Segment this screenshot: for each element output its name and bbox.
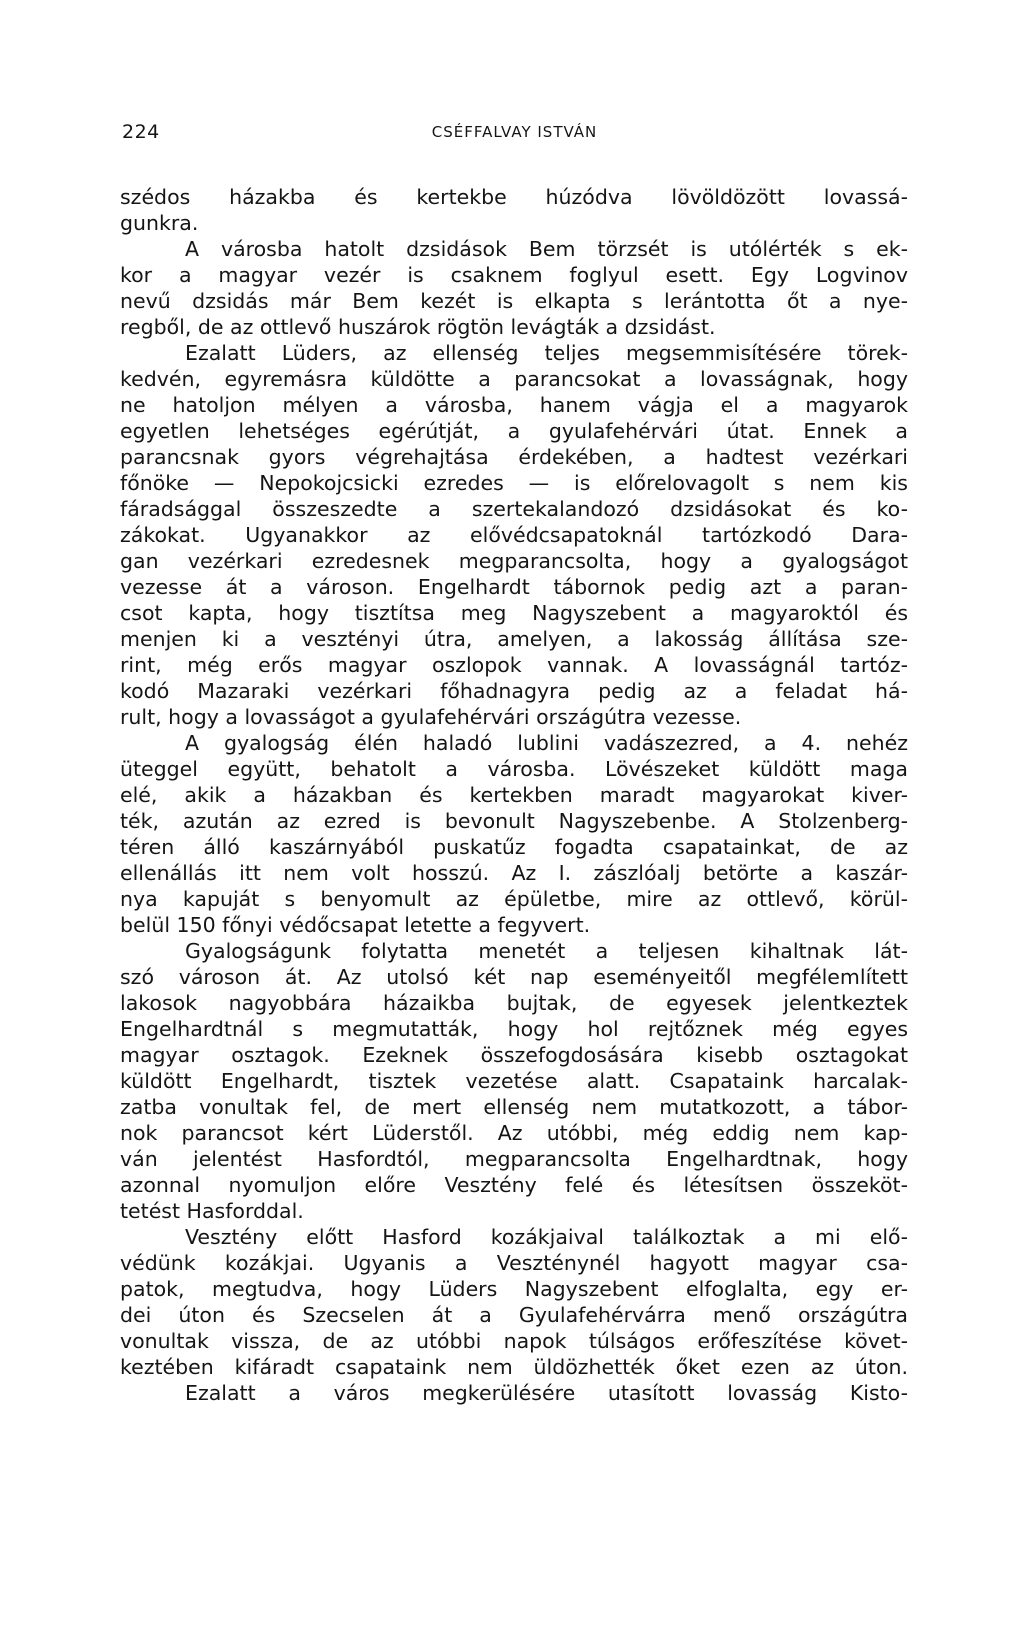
text-line: nya kapuját s benyomult az épületbe, mire az ottlevő, körül- [120, 887, 908, 911]
text-line: elé, akik a házakban és kertekben maradt magyarokat kiver- [120, 783, 908, 807]
text-line: regből, de az ottlevő huszárok rögtön levágták a dzsidást. [120, 315, 716, 339]
text-line: belül 150 főnyi védőcsapat letette a fegyvert. [120, 913, 591, 937]
text-line: fáradsággal összeszedte a szertekalandozó dzsidásokat és ko- [120, 497, 908, 521]
text-line: rult, hogy a lovasságot a gyulafehérvári országútra vezesse. [120, 705, 742, 729]
text-line: zatba vonultak fel, de mert ellenség nem mutatkozott, a tábor- [120, 1095, 908, 1119]
text-line: parancsnak gyors végrehajtása érdekében, a hadtest vezérkari [120, 445, 908, 469]
text-line: ne hatoljon mélyen a városba, hanem vágja el a magyarok [120, 393, 908, 417]
text-line: tetést Hasforddal. [120, 1199, 304, 1223]
text-line: vezesse át a városon. Engelhardt tábornok pedig azt a paran- [120, 575, 908, 599]
text-line: kor a magyar vezér is csaknem foglyul esett. Egy Logvinov [120, 263, 908, 287]
text-line: ellenállás itt nem volt hosszú. Az I. zászlóalj betörte a kaszár- [120, 861, 908, 885]
text-line: A gyalogság élén haladó lublini vadászezred, a 4. nehéz [185, 731, 908, 755]
text-line: Gyalogságunk folytatta menetét a teljesen kihaltnak lát- [185, 939, 908, 963]
text-line: magyar osztagok. Ezeknek összefogdosására kisebb osztagokat [120, 1043, 908, 1067]
text-line: téren álló kaszárnyából puskatűz fogadta csapatainkat, de az [120, 835, 908, 859]
body-text [120, 184, 908, 1406]
text-line: nevű dzsidás már Bem kezét is elkapta s lerántotta őt a nye- [120, 289, 908, 313]
text-line: főnöke — Nepokojcsicki ezredes — is előrelovagolt s nem kis [120, 471, 908, 495]
text-line: küldött Engelhardt, tisztek vezetése alatt. Csapataink harcalak- [120, 1069, 908, 1093]
text-line: egyetlen lehetséges egérútját, a gyulafehérvári útat. Ennek a [120, 419, 908, 443]
text-line: szó városon át. Az utolsó két nap eseményeitől megfélemlített [120, 965, 908, 989]
text-line: Vesztény előtt Hasford kozákjaival találkoztak a mi elő- [185, 1225, 908, 1249]
text-line: ván jelentést Hasfordtól, megparancsolta Engelhardtnak, hogy [120, 1147, 908, 1171]
text-line: csot kapta, hogy tisztítsa meg Nagyszebent a magyaroktól és [120, 601, 908, 625]
text-line: Ezalatt Lüders, az ellenség teljes megsemmisítésére törek- [185, 341, 908, 365]
text-line: Engelhardtnál s megmutatták, hogy hol rejtőznek még egyes [120, 1017, 908, 1041]
text-line: kodó Mazaraki vezérkari főhadnagyra pedig az a feladat há- [120, 679, 908, 703]
text-line: vonultak vissza, de az utóbbi napok túlságos erőfeszítése követ- [120, 1329, 908, 1353]
text-line: Ezalatt a város megkerülésére utasított lovasság Kisto- [185, 1381, 908, 1405]
text-line: gan vezérkari ezredesnek megparancsolta, hogy a gyalogságot [120, 549, 908, 573]
text-line: védünk kozákjai. Ugyanis a Veszténynél hagyott magyar csa- [120, 1251, 908, 1275]
text-line: rint, még erős magyar oszlopok vannak. A lovasságnál tartóz- [120, 653, 908, 677]
page-number: 224 [122, 121, 160, 143]
text-line: lakosok nagyobbára házaikba bujtak, de egyesek jelentkeztek [120, 991, 908, 1015]
text-line: ték, azután az ezred is bevonult Nagyszebenbe. A Stolzenberg- [120, 809, 908, 833]
text-line: gunkra. [120, 211, 199, 235]
text-line: dei úton és Szecselen át a Gyulafehérvárra menő országútra [120, 1303, 908, 1327]
text-line: zákokat. Ugyanakkor az elővédcsapatoknál tartózkodó Dara- [120, 523, 908, 547]
running-head [122, 121, 907, 145]
text-line: üteggel együtt, behatolt a városba. Lövészeket küldött maga [120, 757, 908, 781]
text-line: szédos házakba és kertekbe húzódva lövöldözött lovassá- [120, 185, 908, 209]
text-line: menjen ki a vesztényi útra, amelyen, a lakosság állítása sze- [120, 627, 908, 651]
text-line: kedvén, egyremásra küldötte a parancsokat a lovasságnak, hogy [120, 367, 908, 391]
text-line: azonnal nyomuljon előre Vesztény felé és létesítsen összeköt- [120, 1173, 908, 1197]
text-line: A városba hatolt dzsidások Bem törzsét is utólérték s ek- [185, 237, 908, 261]
running-head-author: CSÉFFALVAY ISTVÁN [431, 123, 598, 141]
text-line: keztében kifáradt csapataink nem üldözhették őket ezen az úton. [120, 1355, 908, 1379]
text-line: patok, megtudva, hogy Lüders Nagyszebent elfoglalta, egy er- [120, 1277, 908, 1301]
text-line: nok parancsot kért Lüderstől. Az utóbbi, még eddig nem kap- [120, 1121, 908, 1145]
